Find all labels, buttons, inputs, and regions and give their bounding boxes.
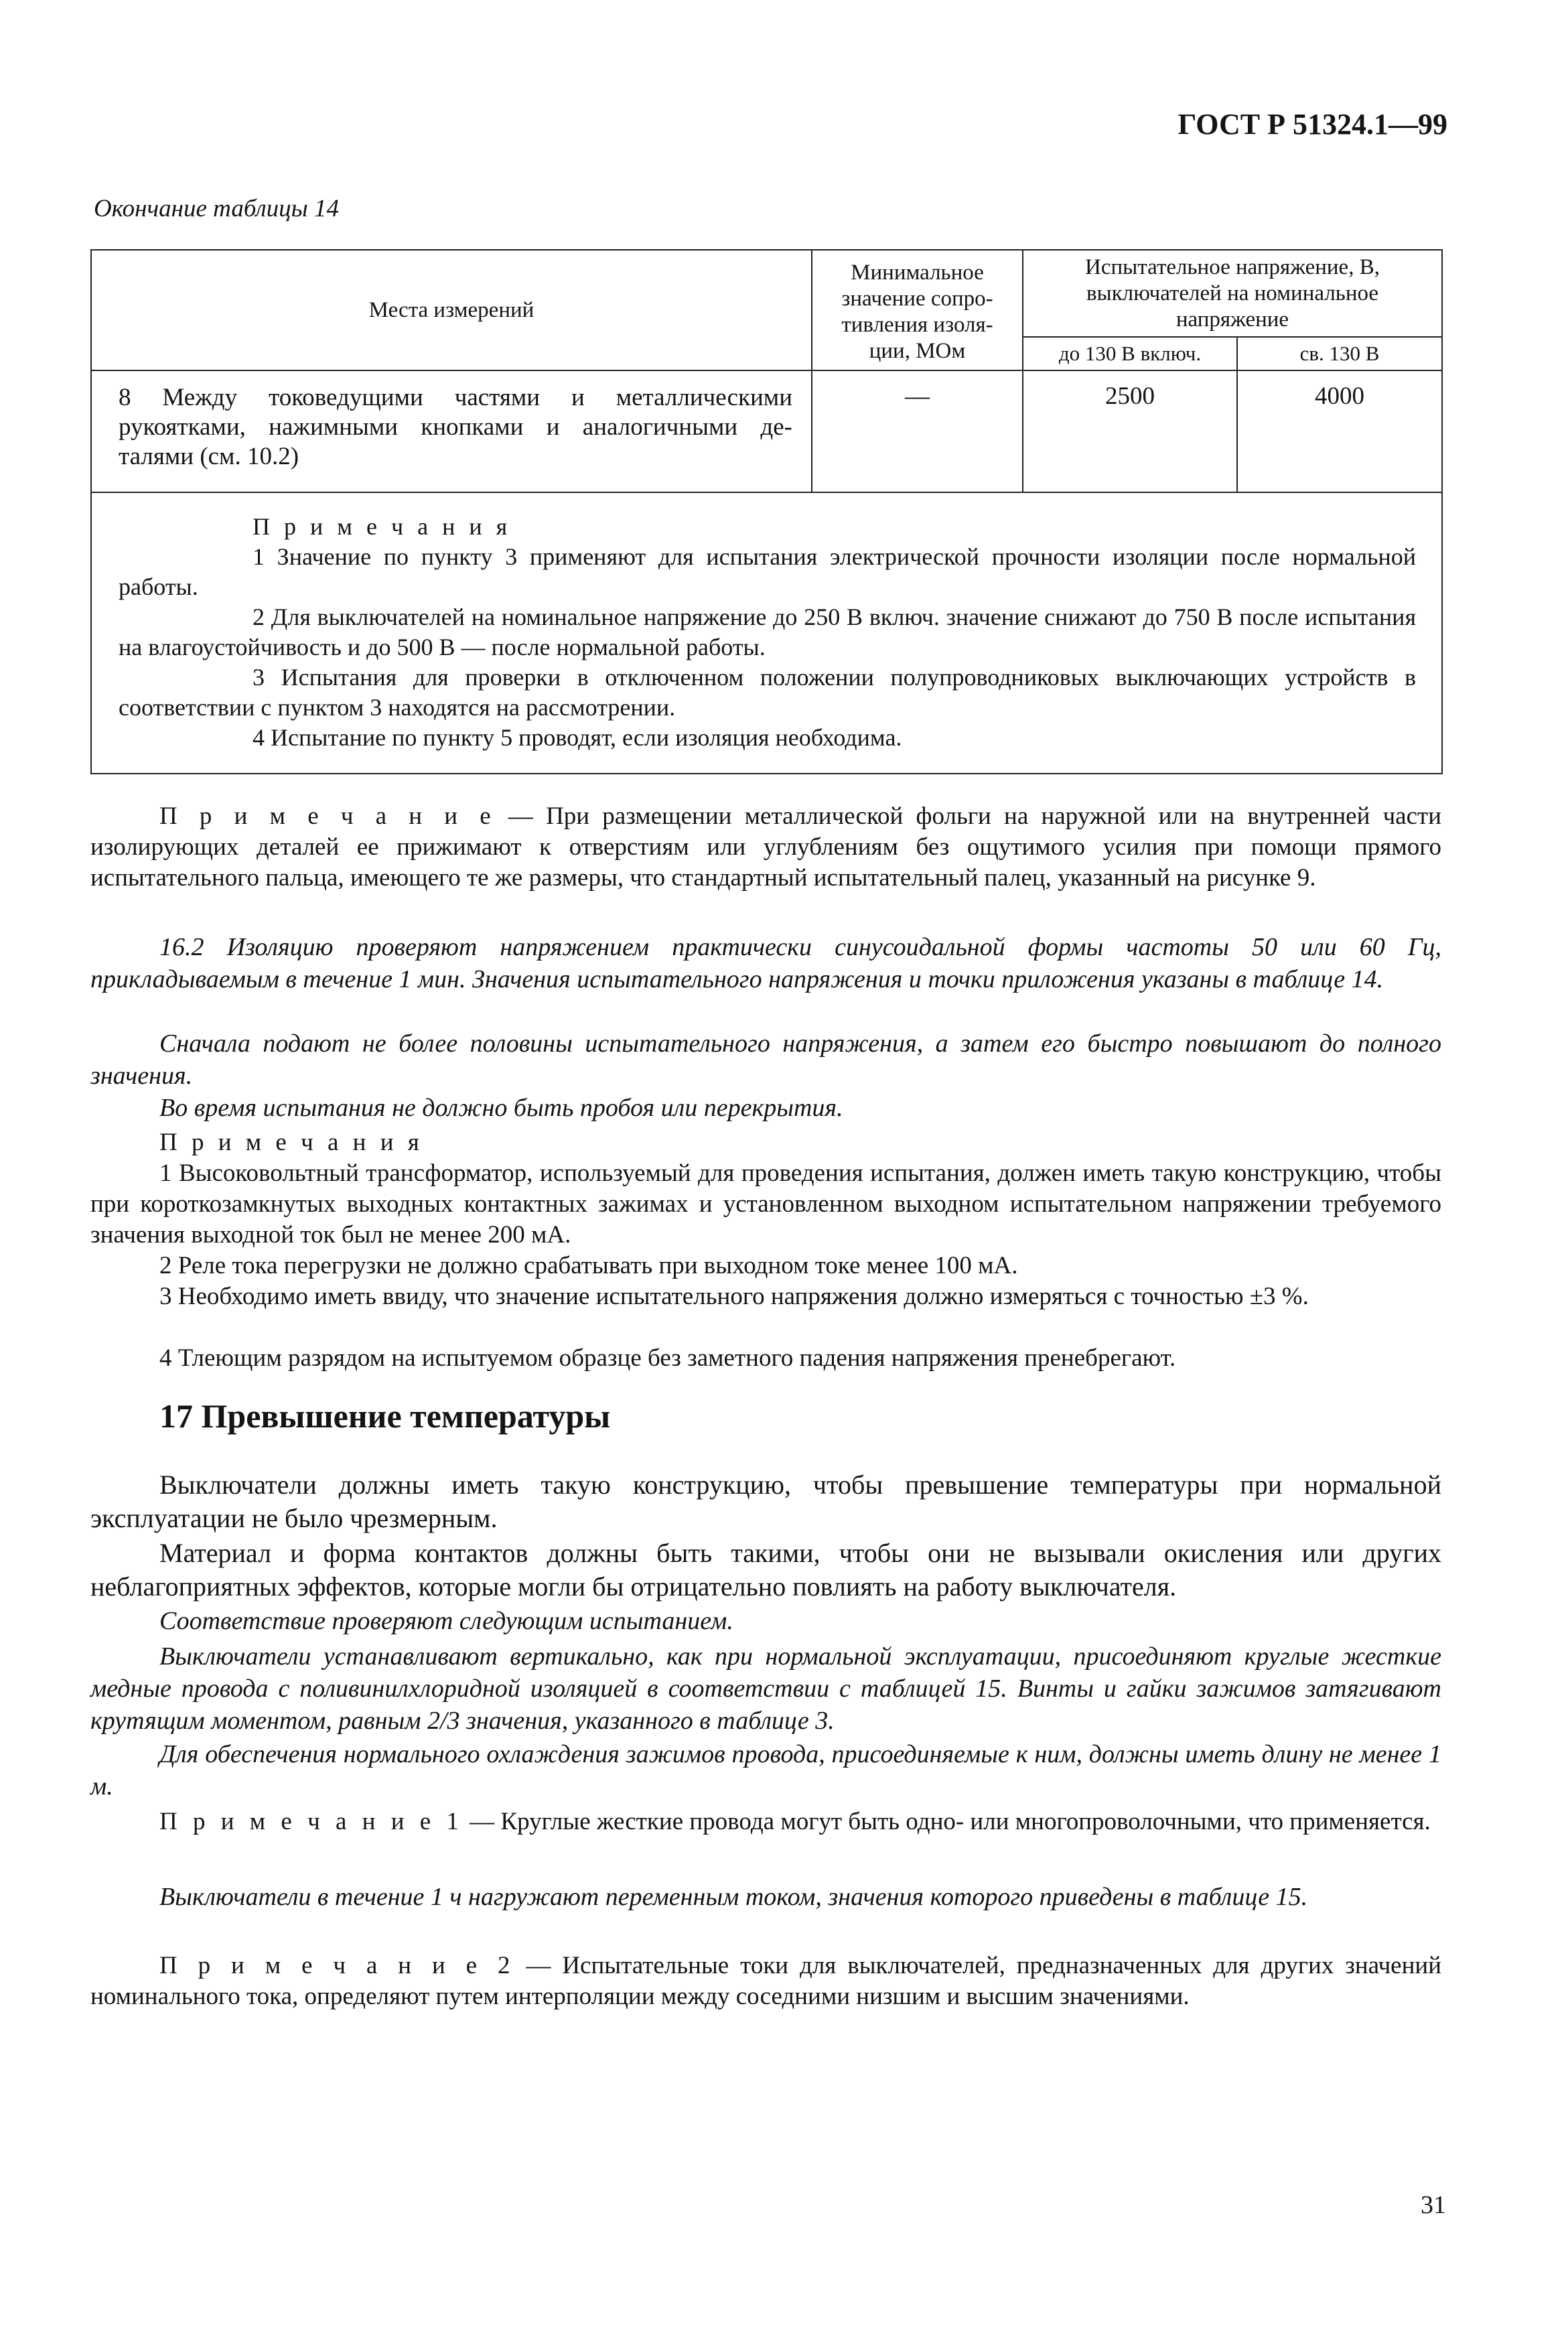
- row-up-to-130: 2500: [1023, 370, 1237, 492]
- table-note: 3 Испытания для проверки в отключенном положении полупроводниковых выключающих устройств в соответствии с пунктом 3 находятся на рассмотрении.: [119, 664, 1416, 721]
- note-16-2: 1 Высоковольтный трансформатор, используемый для проведения испытания, должен иметь такую конструкцию, чтобы при короткозамкнутых выходных контактных зажимах и установленном выходном испытательном напряжении требуемого значения выходной ток был не менее 200 мА.: [90, 1159, 1441, 1249]
- section-17-title: 17 Превышение температуры: [159, 1397, 611, 1435]
- table-note: 1 Значение по пункту 3 применяют для испытания электрической прочности изоляции после нормальной работы.: [119, 543, 1416, 600]
- page-number: 31: [1421, 2191, 1446, 2219]
- header-test-voltage: Испытательное напряжение, В, выключателей на номинальное напряжение: [1023, 250, 1442, 337]
- table-note: 4 Испытание по пункту 5 проводят, если изоляция необходима.: [253, 724, 902, 751]
- note-16-2: 2 Реле тока перегрузки не должно срабатывать при выходном токе менее 100 мА.: [159, 1252, 1018, 1279]
- clause-16-2-para: Сначала подают не более половины испытательного напряжения, а затем его быстро повышают до полного значения.: [90, 1030, 1441, 1090]
- section-17-note-2: П р и м е ч а н и е 2 — Испытательные токи для выключателей, предназначенных для других значений номинального тока, определяют путем интерполяции между соседними низшим и высшим значениями.: [90, 1952, 1442, 2010]
- section-17-paragraph: Соответствие проверяют следующим испытанием.: [159, 1607, 733, 1635]
- note-16-2: 3 Необходимо иметь ввиду, что значение испытательного напряжения должно измеряться с точностью ±3 %.: [159, 1283, 1309, 1310]
- notes-16-2-title: П р и м е ч а н и я: [159, 1129, 423, 1156]
- table-note: 2 Для выключателей на номинальное напряжение до 250 В включ. значение снижают до 750 В после испытания на влагоустойчивость и до 500 В — после нормальной работы.: [119, 604, 1416, 660]
- section-17-paragraph: Материал и форма контактов должны быть такими, чтобы они не вызывали окисления или других неблагоприятных эффектов, которые могли бы отрицательно повлиять на работу выключателя.: [90, 1538, 1441, 1602]
- section-17-paragraph: Для обеспечения нормального охлаждения зажимов провода, присоединяемые к ним, должны иметь длину не менее 1 м.: [90, 1740, 1441, 1800]
- row-min-resistance: —: [812, 370, 1023, 492]
- note-foil: П р и м е ч а н и е — При размещении металлической фольги на наружной или на внутренней части изолирующих деталей ее прижимают к отверстиям или углублениям без ощутимого усилия при помощи прямого испытательного пальца, имеющего те же размеры, что стандартный испытательный палец, указанный на рисунке 9.: [90, 802, 1442, 892]
- table-row: [91, 370, 1442, 492]
- note-16-2: 4 Тлеющим разрядом на испытуемом образце без заметного падения напряжения пренебрегают.: [159, 1344, 1176, 1372]
- header-over-130: св. 130 В: [1237, 337, 1442, 370]
- clause-16-2-para: Во время испытания не должно быть пробоя или перекрытия.: [159, 1094, 843, 1122]
- table-14: [90, 249, 1443, 774]
- section-17-paragraph: Выключатели в течение 1 ч нагружают переменным током, значения которого приведены в таблице 15.: [159, 1883, 1308, 1911]
- table-caption: Окончание таблицы 14: [94, 195, 339, 222]
- table-notes-title: П р и м е ч а н и я: [253, 513, 512, 540]
- header-up-to-130: до 130 В включ.: [1023, 337, 1237, 370]
- row-place: 8 Между токоведущими частями и металлическими рукоятками, нажимными кнопками и аналогичными де- талями (см. 10.2): [91, 370, 812, 492]
- section-17-paragraph: Выключатели должны иметь такую конструкцию, чтобы превышение температуры при нормальной эксплуатации не было чрезмерным.: [90, 1470, 1441, 1533]
- clause-16-2: 16.2 Изоляцию проверяют напряжением практически синусоидальной формы частоты 50 или 60 Гц, прикладываемым в течение 1 мин. Значения испытательного напряжения и точки приложения указаны в таблице 14.: [90, 933, 1441, 993]
- header-min-resistance: Минимальное значение сопро- тивления изоля- ции, МОм: [812, 250, 1023, 370]
- document-code: ГОСТ Р 51324.1—99: [1178, 108, 1447, 141]
- table-notes: [91, 492, 1442, 774]
- header-places: Места измерений: [91, 250, 812, 370]
- section-17-paragraph: Выключатели устанавливают вертикально, как при нормальной эксплуатации, присоединяют круглые жесткие медные провода с поливинилхлоридной изоляцией в соответствии с таблицей 15. Винты и гайки зажимов затягивают крутящим моментом, равным 2/3 значения, указанного в таблице 3.: [90, 1642, 1441, 1735]
- row-over-130: 4000: [1237, 370, 1442, 492]
- section-17-note-1: П р и м е ч а н и е 1 — Круглые жесткие провода могут быть одно- или многопроволочными, что применяется.: [159, 1808, 1431, 1835]
